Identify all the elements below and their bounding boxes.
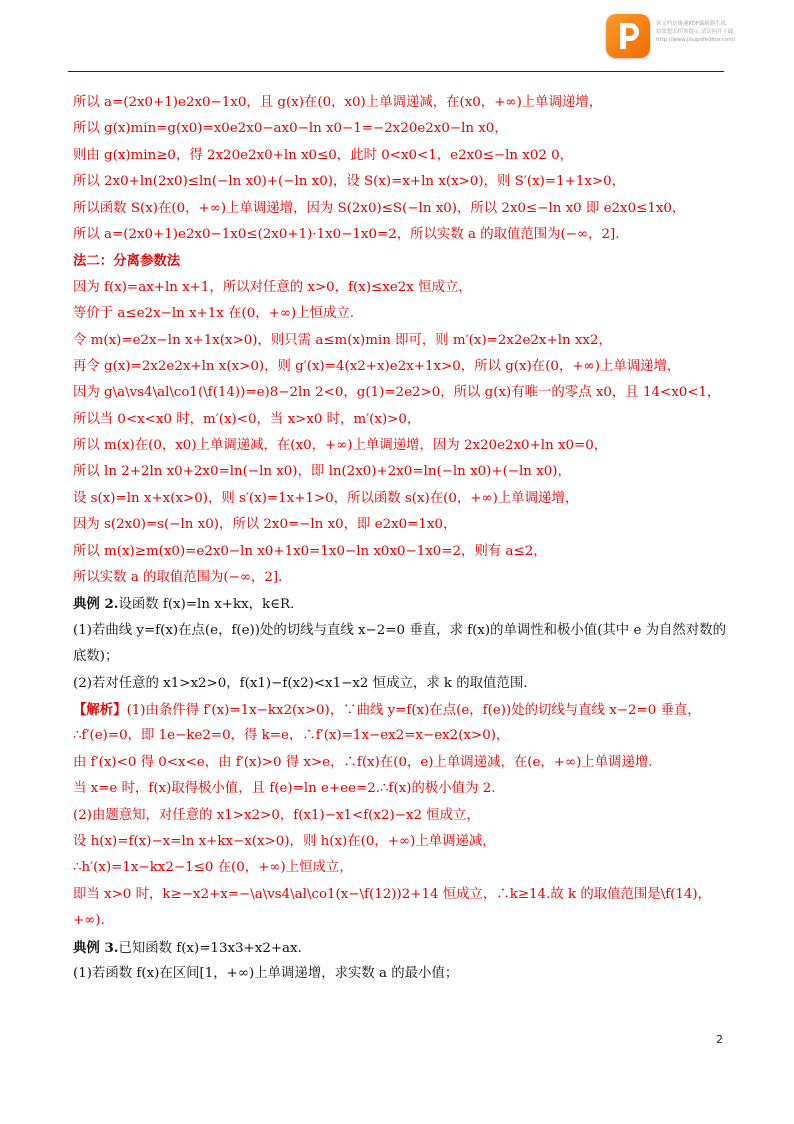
text-line: 所以 m(x)≥m(x0)=e2x0−ln x0+1x0=1x0−ln x0x0−1x0=2，则有 a≤2，: [73, 543, 547, 559]
text-line: 法二：分离参数法: [73, 253, 181, 270]
p-letter-glyph-icon: [612, 19, 644, 53]
text-line: +∞).: [73, 913, 105, 929]
header-watermark-note: [656, 20, 786, 44]
text-line: 所以 g(x)min=g(x0)=x0e2x0−ax0−ln x0−1=−2x20e2x0−ln x0，: [73, 121, 508, 137]
text-line: ∴f′(e)=0，即 1e−ke2=0，得 k=e，∴f′(x)=1x−ex2=x−ex2(x>0)，: [73, 728, 510, 744]
text-line: 所以 m(x)在(0，x0)上单调递减，在(x0，+∞)上单调递增，因为 2x20e2x0+ln x0=0，: [73, 438, 608, 454]
text-line: [73, 697, 728, 723]
text-line: 底数)；: [73, 649, 119, 665]
text-line-rest: 设函数 f(x)=ln x+kx，k∈R.: [118, 597, 295, 613]
text-line-rest: 已知函数 f(x)=13x3+x2+ax.: [118, 940, 302, 956]
text-line: 再令 g(x)=2x2e2x+ln x(x>0)，则 g′(x)=4(x2+x)e2x+1x>0，所以 g(x)在(0，+∞)上单调递增，: [73, 358, 681, 374]
text-line: ∴h′(x)=1x−kx2−1≤0 在(0，+∞)上恒成立，: [73, 860, 353, 876]
text-line: 所以当 0<x<x0 时，m′(x)<0，当 x>x0 时，m′(x)>0，: [73, 411, 421, 427]
text-line: [73, 591, 728, 617]
text-line: 即当 x>0 时，k≥−x2+x=−\a\vs4\al\co1(x−\f(12))2+14 恒成立，∴k≥14.故 k 的取值范围是\f(14)，: [73, 886, 712, 902]
text-line: 令 m(x)=e2x−ln x+1x(x>0)，则只需 a≤m(x)min 即可，则 m′(x)=2x2e2x+ln xx2，: [73, 332, 612, 348]
example-label: 典例 3.: [73, 939, 119, 956]
text-line: 所以函数 S(x)在(0，+∞)上单调递增，因为 S(2x0)≤S(−ln x0)，所以 2x0≤−ln x0 即 e2x0≤1x0，: [73, 200, 686, 216]
text-line: 所以 a=(2x0+1)e2x0−1x0，且 g(x)在(0，x0)上单调递减，在(x0，+∞)上单调递增，: [73, 95, 603, 110]
text-line: (1)若曲线 y=f(x)在点(e，f(e))处的切线与直线 x−2=0 垂直，求 f(x)的单调性和极小值(其中 e 为自然对数的: [73, 622, 726, 638]
text-line: 所以实数 a 的取值范围为(−∞，2].: [73, 570, 283, 586]
document-body: [73, 90, 728, 987]
p-letter-logo-icon: [606, 14, 650, 58]
header-note-line-3: http://www.jisupdfeditor.com/: [656, 37, 736, 43]
text-line: 设 h(x)=f(x)−x=ln x+kx−x(x>0)，则 h(x)在(0，+∞)上单调递减，: [73, 833, 496, 849]
text-line: 因为 s(2x0)=s(−ln x0)，所以 2x0=−ln x0，即 e2x0=1x0，: [73, 517, 457, 533]
text-line: 当 x=e 时，f(x)取得极小值，且 f(e)=ln e+ee=2.∴f(x)的极小值为 2.: [73, 781, 496, 797]
text-line: 因为 g\a\vs4\al\co1(\f(14))=e)8−2ln 2<0，g(1)=2e2>0，所以 g(x)有唯一的零点 x0，且 14<x0<1，: [73, 385, 721, 401]
text-line: (2)由题意知，对任意的 x1>x2>0，f(x1)−x1<f(x2)−x2 恒成立，: [73, 807, 480, 823]
text-line: (1)若函数 f(x)在区间[1，+∞)上单调递增，求实数 a 的最小值；: [73, 965, 459, 981]
text-line: 等价于 a≤e2x−ln x+1x 在(0，+∞)上恒成立.: [73, 306, 355, 322]
text-line: [73, 935, 728, 961]
text-line: 所以 2x0+ln(2x0)≤ln(−ln x0)+(−ln x0)，设 S(x)=x+ln x(x>0)，则 S′(x)=1+1x>0，: [73, 174, 626, 190]
solution-label: 【解析】: [73, 701, 127, 718]
header-note-line-2: 如果想去掉该提示,请访问并下载:: [656, 29, 735, 35]
text-line: 所以 a=(2x0+1)e2x0−1x0≤(2x0+1)·1x0−1x0=2，所以实数 a 的取值范围为(−∞，2].: [73, 226, 620, 242]
example-label: 典例 2.: [73, 596, 119, 613]
page-number: 2: [716, 1033, 723, 1046]
header-divider: [68, 71, 724, 72]
text-line-rest: (1)由条件得 f′(x)=1x−kx2(x>0)，∵曲线 y=f(x)在点(e，f(e))处的切线与直线 x−2=0 垂直，: [126, 702, 701, 718]
text-line: (2)若对任意的 x1>x2>0，f(x1)−f(x2)<x1−x2 恒成立，求 k 的取值范围.: [73, 675, 528, 691]
text-line: 则由 g(x)min≥0，得 2x20e2x0+ln x0≤0，此时 0<x0<1，e2x0≤−ln x02 0，: [73, 147, 574, 163]
text-line: 所以 ln 2+2ln x0+2x0=ln(−ln x0)，即 ln(2x0)+2x0=ln(−ln x0)+(−ln x0)，: [73, 464, 571, 480]
text-line: 因为 f(x)=ax+ln x+1，所以对任意的 x>0，f(x)≤xe2x 恒成立，: [73, 279, 472, 295]
text-line: 设 s(x)=ln x+x(x>0)，则 s′(x)=1x+1>0，所以函数 s(x)在(0，+∞)上单调递增，: [73, 490, 579, 506]
text-line: 由 f′(x)<0 得 0<x<e，由 f′(x)>0 得 x>e，∴f(x)在(0，e)上单调递减，在(e，+∞)上单调递增.: [73, 754, 653, 770]
header-note-line-1: 该文档是极速PDF编辑器生成,: [656, 21, 728, 27]
